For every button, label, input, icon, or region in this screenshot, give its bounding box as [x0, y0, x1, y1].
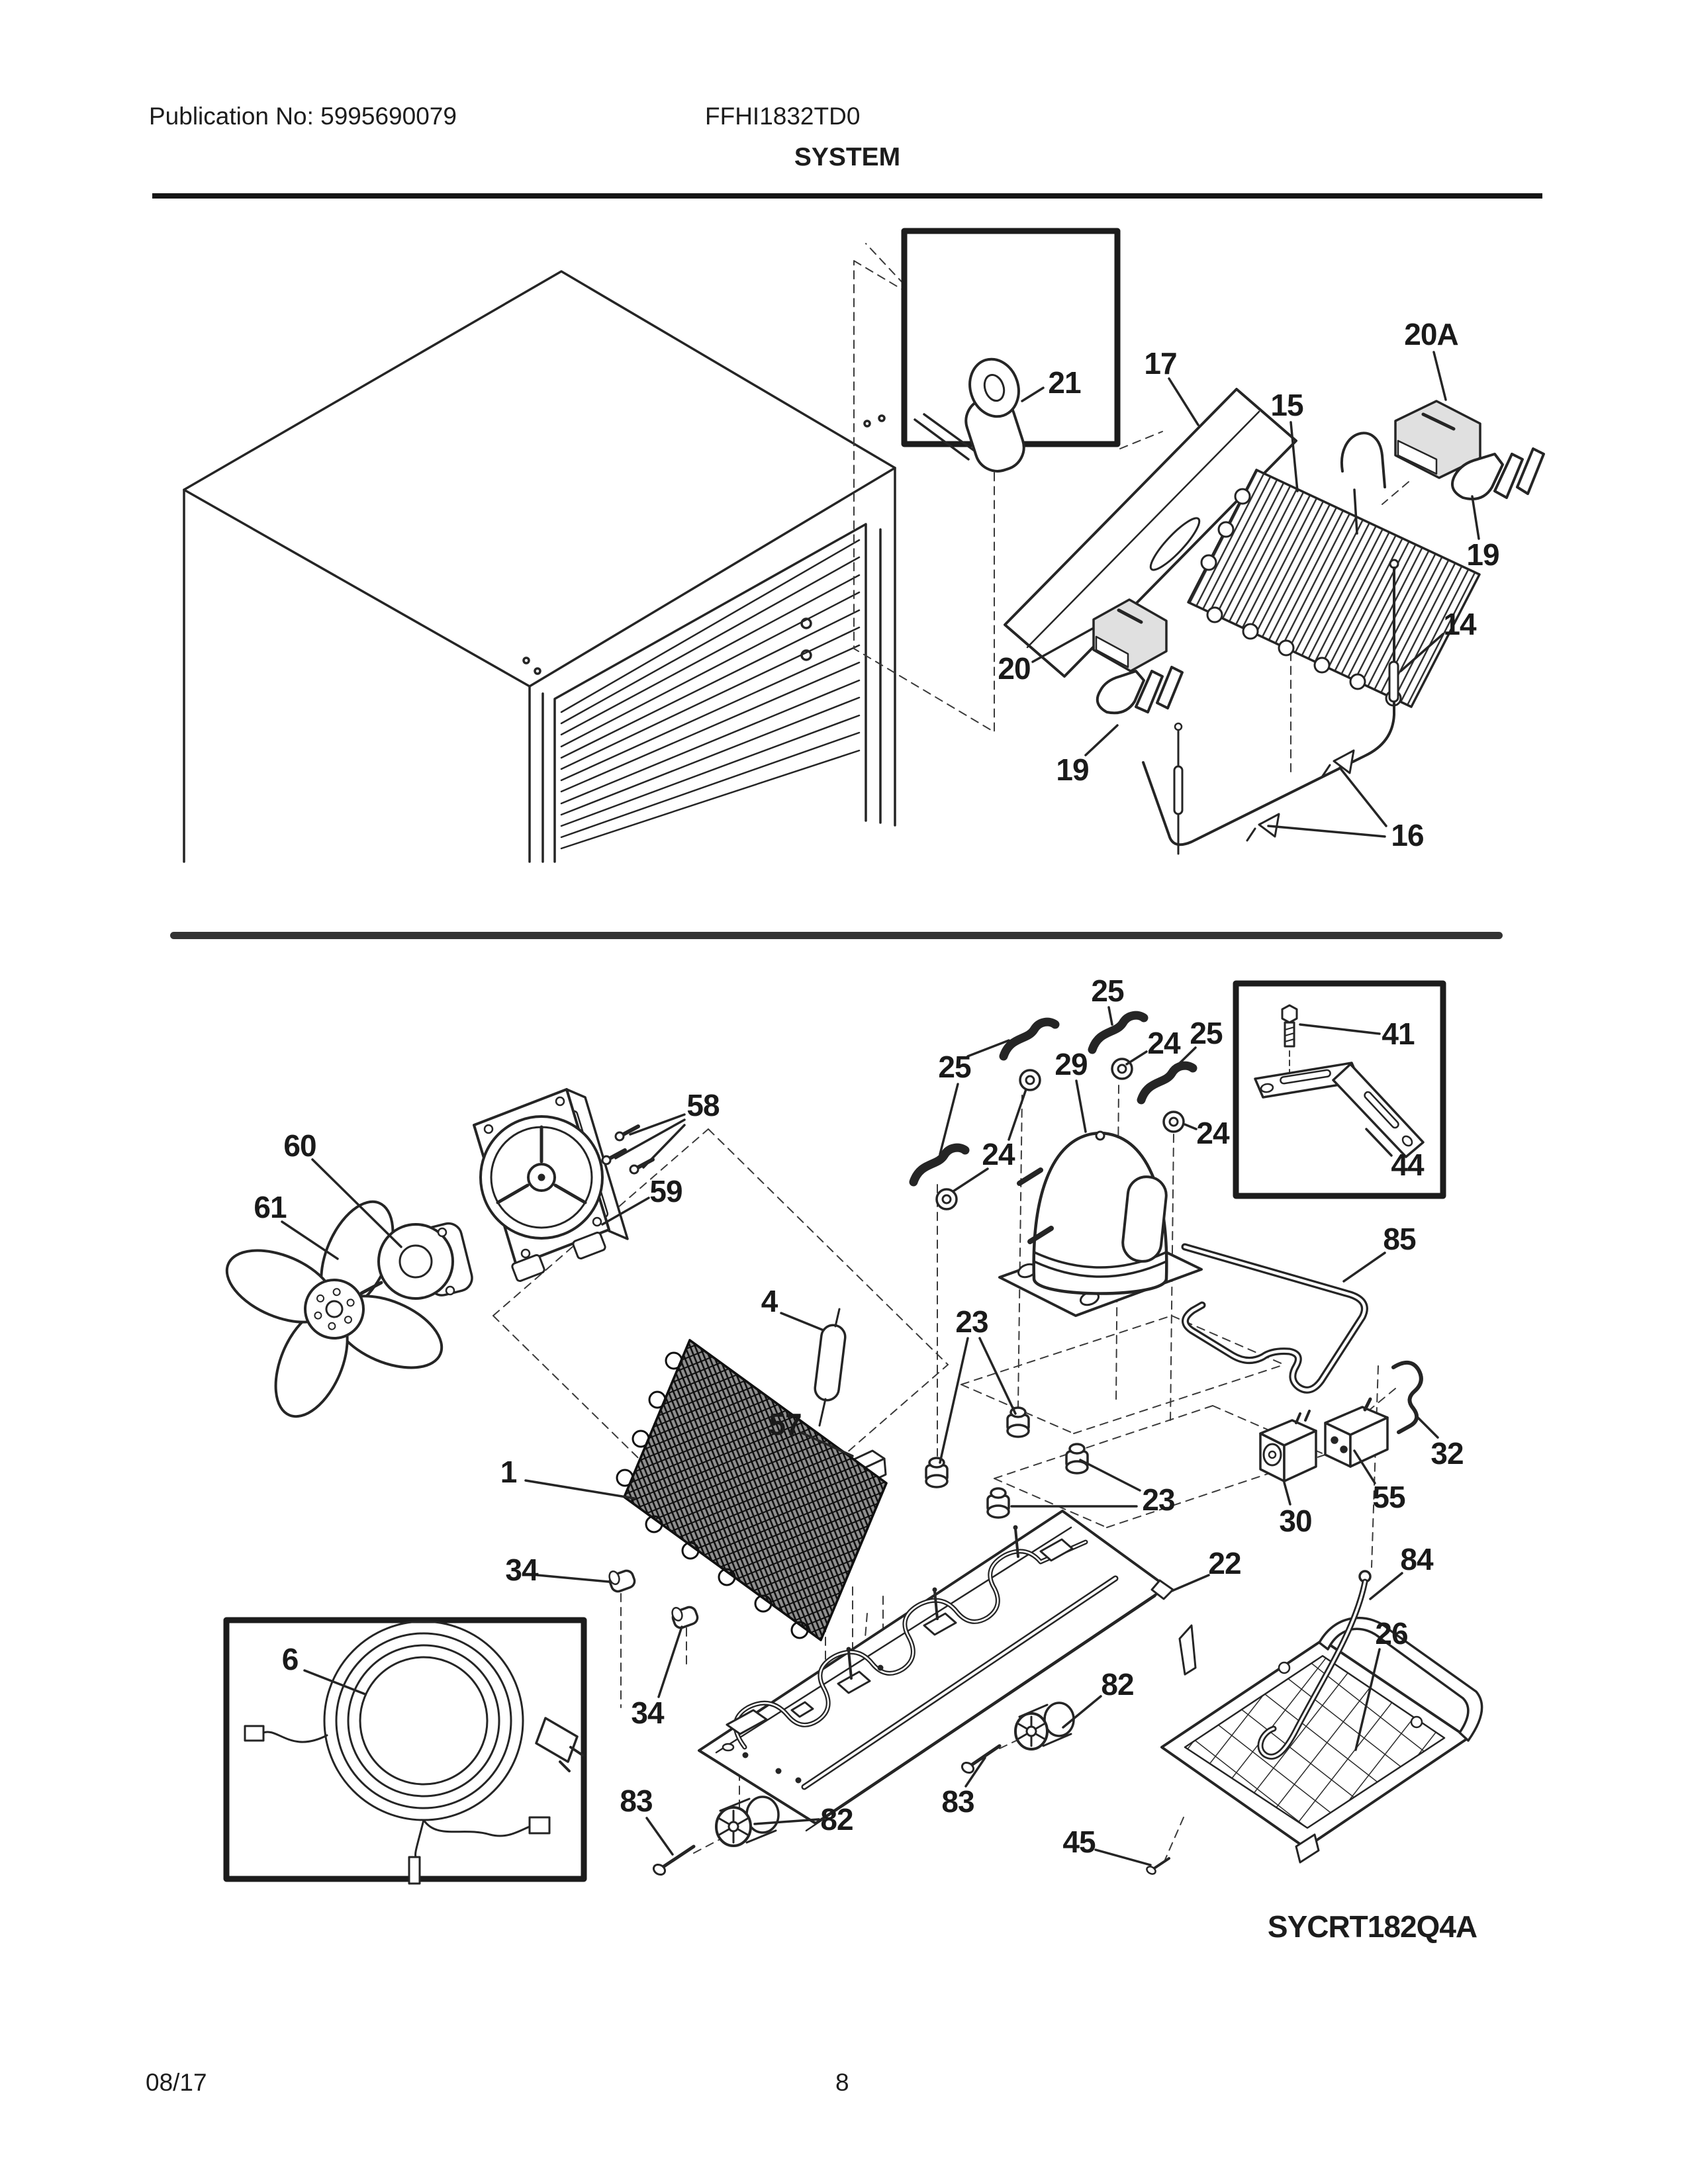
part-callout-19: 19 — [1056, 752, 1089, 787]
part-callout-44: 44 — [1391, 1148, 1424, 1182]
part-callout-34: 34 — [631, 1696, 664, 1730]
part-callout-60: 60 — [283, 1128, 316, 1163]
part-callout-15: 15 — [1270, 388, 1303, 422]
part-callout-82: 82 — [1101, 1667, 1134, 1702]
part-callout-83: 83 — [620, 1784, 653, 1818]
part-callout-41: 41 — [1382, 1017, 1415, 1051]
part-callout-57: 57 — [769, 1407, 802, 1441]
part-callout-24: 24 — [982, 1137, 1015, 1171]
part-callout-25: 25 — [938, 1050, 971, 1084]
part-callout-85: 85 — [1383, 1222, 1416, 1256]
part-callout-14: 14 — [1443, 607, 1476, 641]
part-callout-1: 1 — [500, 1455, 517, 1489]
part-callout-19: 19 — [1466, 537, 1499, 572]
part-callout-59: 59 — [649, 1174, 682, 1208]
part-callout-17: 17 — [1144, 346, 1177, 381]
part-callout-29: 29 — [1055, 1047, 1088, 1081]
part-callout-55: 55 — [1372, 1480, 1405, 1514]
part-callout-83: 83 — [941, 1784, 974, 1819]
part-callout-23: 23 — [955, 1304, 988, 1339]
part-callout-34: 34 — [505, 1553, 538, 1587]
part-callout-25: 25 — [1190, 1016, 1223, 1050]
assembly-code: SYCRT182Q4A — [1267, 1909, 1477, 1944]
part-callout-6: 6 — [281, 1642, 299, 1676]
part-callout-22: 22 — [1208, 1546, 1241, 1580]
part-callout-26: 26 — [1375, 1616, 1408, 1651]
part-callout-21: 21 — [1048, 365, 1081, 400]
publication-number: Publication No: 5995690079 — [149, 103, 457, 130]
part-callout-61: 61 — [254, 1190, 287, 1224]
part-callout-32: 32 — [1430, 1436, 1464, 1471]
part-callout-30: 30 — [1279, 1504, 1312, 1538]
part-callout-82: 82 — [820, 1802, 853, 1837]
part-callout-23: 23 — [1142, 1482, 1175, 1517]
part-callout-16: 16 — [1391, 818, 1424, 852]
part-callout-20A: 20A — [1404, 317, 1458, 351]
footer-page-number: 8 — [835, 2069, 849, 2096]
part-callout-45: 45 — [1062, 1825, 1096, 1859]
part-callout-24: 24 — [1147, 1026, 1180, 1060]
part-callout-4: 4 — [761, 1284, 778, 1318]
page-title: SYSTEM — [794, 143, 901, 171]
part-callout-24: 24 — [1196, 1116, 1229, 1150]
part-callout-84: 84 — [1400, 1542, 1433, 1576]
part-callout-58: 58 — [686, 1088, 720, 1122]
part-callout-20: 20 — [998, 651, 1031, 686]
footer-date: 08/17 — [146, 2069, 207, 2096]
part-callout-25: 25 — [1091, 974, 1124, 1008]
model-number: FFHI1832TD0 — [705, 103, 861, 130]
